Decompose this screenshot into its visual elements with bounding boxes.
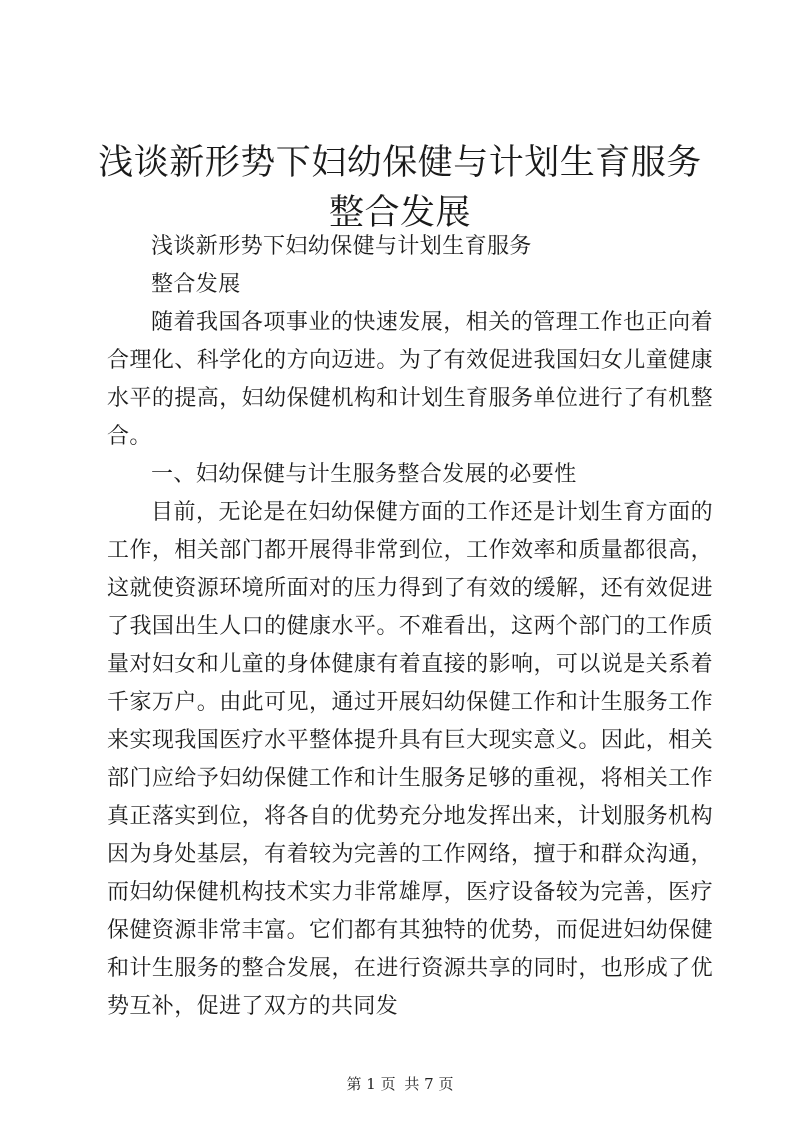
- section-heading-1: 一、妇幼保健与计生服务整合发展的必要性: [151, 462, 577, 487]
- paragraph-intro: 随着我国各项事业的快速发展，相关的管理工作也正向着合理化、科学化的方向迈进。为了有效促进我国妇女儿童健康水平的提高，妇幼保健机构和计划生育服务单位进行了有机整合。: [107, 310, 713, 449]
- document-title: 浅谈新形势下妇幼保健与计划生育服务整合发展: [98, 143, 702, 233]
- paragraph-subtitle-line-2: 整合发展: [151, 272, 241, 297]
- page-total: 共 7 页: [404, 1075, 454, 1093]
- paragraph-subtitle-line-1: 浅谈新形势下妇幼保健与计划生育服务: [151, 234, 532, 259]
- page-footer: [0, 1074, 800, 1094]
- document-body: [107, 228, 713, 1026]
- page-number: 第 1 页: [346, 1075, 396, 1093]
- paragraph-body: 目前，无论是在妇幼保健方面的工作还是计划生育方面的工作，相关部门都开展得非常到位，工作效率和质量都很高，这就使资源环境所面对的压力得到了有效的缓解，还有效促进了我国出生人口的健康水平。不难看出，这两个部门的工作质量对妇女和儿童的身体健康有着直接的影响，可以说是关系着千家万户。由此可见，通过开展妇幼保健工作和计生服务工作来实现我国医疗水平整体提升具有巨大现实意义。因此，相关部门应给予妇幼保健工作和计生服务足够的重视，将相关工作真正落实到位，将各自的优势充分地发挥出来，计划服务机构因为身处基层，有着较为完善的工作网络，擅于和群众沟通，而妇幼保健机构技术实力非常雄厚，医疗设备较为完善，医疗保健资源非常丰富。它们都有其独特的优势，而促进妇幼保健和计生服务的整合发展，在进行资源共享的同时，也形成了优势互补，促进了双方的共同发: [107, 500, 713, 1019]
